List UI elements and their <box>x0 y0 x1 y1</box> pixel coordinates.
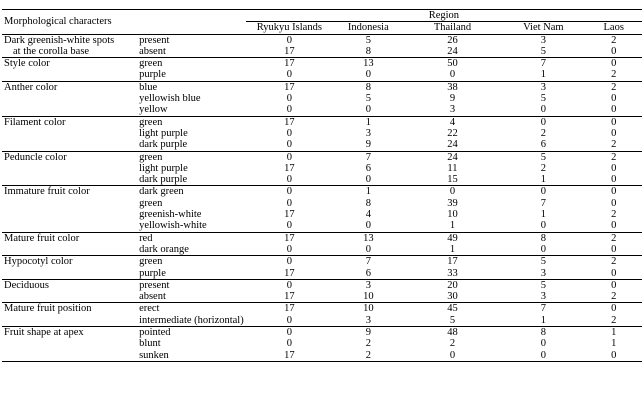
count-cell: 13 <box>333 58 404 70</box>
character-state: dark orange <box>139 243 189 255</box>
count-cell: 0 <box>611 197 617 209</box>
count-cell: 0 <box>286 314 292 326</box>
count-cell: 17 <box>246 116 333 128</box>
count-cell: 7 <box>501 58 585 70</box>
character-name-cell <box>2 139 137 151</box>
count-cell: 0 <box>585 350 642 362</box>
count-cell: 17 <box>246 232 333 244</box>
character-state: blunt <box>139 338 161 350</box>
count-cell: 0 <box>540 104 546 116</box>
count-cell: 5 <box>449 314 456 326</box>
table-row <box>2 139 642 151</box>
count-cell: 0 <box>404 350 501 362</box>
count-cell: 8 <box>365 45 371 57</box>
table-row <box>2 220 642 232</box>
count-cell: 0 <box>286 139 292 151</box>
character-state: red <box>137 232 246 244</box>
character-name: at the corolla base <box>13 45 90 57</box>
character-name-cell <box>2 198 137 209</box>
character-name-cell <box>2 104 137 116</box>
count-cell: 6 <box>365 267 371 279</box>
count-cell: 9 <box>449 93 456 105</box>
character-name-cell <box>2 69 137 81</box>
count-cell: 0 <box>540 220 546 232</box>
count-cell: 8 <box>365 197 371 209</box>
count-cell: 2 <box>585 232 642 244</box>
count-cell: 0 <box>540 243 546 255</box>
character-name-cell <box>2 163 137 174</box>
count-cell: 45 <box>404 303 501 315</box>
count-cell: 0 <box>611 162 617 174</box>
table-row <box>2 291 642 303</box>
table-row <box>2 81 642 93</box>
count-cell: 2 <box>365 338 371 350</box>
table-row <box>2 209 642 220</box>
count-cell: 2 <box>333 350 404 362</box>
count-cell: 0 <box>246 186 333 198</box>
count-cell: 1 <box>449 243 456 255</box>
count-cell: 0 <box>246 256 333 268</box>
count-cell: 7 <box>501 303 585 315</box>
character-state: intermediate (horizontal) <box>139 314 244 326</box>
table-row <box>2 69 642 81</box>
character-name-cell <box>2 327 137 339</box>
character-name-cell <box>2 268 137 280</box>
count-cell: 20 <box>404 279 501 291</box>
character-state: erect <box>137 303 246 315</box>
count-cell: 0 <box>611 243 617 255</box>
character-name-cell <box>2 116 137 128</box>
table-row <box>2 151 642 163</box>
character-state: absent <box>139 291 166 303</box>
count-cell: 0 <box>585 279 642 291</box>
region-column-header: Ryukyu Islands <box>256 22 322 34</box>
character-name-cell <box>2 209 137 220</box>
table-row <box>2 303 642 315</box>
character-state: green <box>137 116 246 128</box>
count-cell: 2 <box>611 314 617 326</box>
table-row <box>2 256 642 268</box>
character-name: Mature fruit position <box>4 303 92 315</box>
count-cell: 0 <box>286 93 292 105</box>
count-cell: 0 <box>501 116 585 128</box>
count-cell: 15 <box>447 174 458 186</box>
count-cell: 2 <box>611 291 617 303</box>
count-cell: 9 <box>333 327 404 339</box>
count-cell: 1 <box>449 220 456 232</box>
count-cell: 10 <box>333 303 404 315</box>
character-state: green <box>137 151 246 163</box>
count-cell: 2 <box>611 69 617 81</box>
count-cell: 6 <box>540 139 546 151</box>
count-cell: 9 <box>365 139 371 151</box>
count-cell: 7 <box>540 197 546 209</box>
count-cell: 5 <box>540 45 546 57</box>
count-cell: 0 <box>540 338 546 350</box>
count-cell: 17 <box>404 256 501 268</box>
table-row <box>2 58 642 70</box>
region-column-header: Viet Nam <box>523 22 564 34</box>
count-cell: 5 <box>501 279 585 291</box>
count-cell: 0 <box>286 197 292 209</box>
count-cell: 24 <box>447 45 458 57</box>
count-cell: 4 <box>365 209 371 221</box>
count-cell: 17 <box>284 291 295 303</box>
table-row <box>2 116 642 128</box>
count-cell: 50 <box>404 58 501 70</box>
count-cell: 17 <box>284 209 295 221</box>
character-state: present <box>137 279 246 291</box>
character-name-cell <box>2 81 137 93</box>
count-cell: 0 <box>365 243 371 255</box>
character-state: blue <box>137 81 246 93</box>
count-cell: 2 <box>585 34 642 46</box>
character-state: dark purple <box>139 139 188 151</box>
table-row <box>2 338 642 349</box>
characters-header: Morphological characters <box>2 10 246 35</box>
count-cell: 26 <box>404 34 501 46</box>
count-cell: 17 <box>284 45 295 57</box>
count-cell: 8 <box>501 327 585 339</box>
count-cell: 0 <box>286 220 292 232</box>
table-row <box>2 174 642 186</box>
table-row <box>2 350 642 362</box>
count-cell: 2 <box>611 139 617 151</box>
count-cell: 5 <box>501 256 585 268</box>
character-name: Anther color <box>4 81 58 93</box>
character-state: yellowish blue <box>139 93 201 105</box>
character-name-cell <box>2 220 137 232</box>
table-row <box>2 163 642 174</box>
region-column-header: Thailand <box>433 22 472 34</box>
count-cell: 6 <box>365 162 371 174</box>
count-cell: 0 <box>286 174 292 186</box>
count-cell: 48 <box>404 327 501 339</box>
count-cell: 49 <box>404 232 501 244</box>
count-cell: 24 <box>447 139 458 151</box>
table-row <box>2 104 642 116</box>
count-cell: 8 <box>501 232 585 244</box>
count-cell: 1 <box>540 209 546 221</box>
character-name-cell <box>2 34 137 46</box>
table-row <box>2 232 642 244</box>
character-state: dark green <box>137 186 246 198</box>
count-cell: 5 <box>540 93 546 105</box>
character-name-cell <box>2 279 137 291</box>
character-name: Style color <box>4 58 50 70</box>
count-cell: 7 <box>333 151 404 163</box>
count-cell: 10 <box>447 209 458 221</box>
table-row <box>2 128 642 139</box>
character-name-cell <box>2 93 137 104</box>
count-cell: 3 <box>365 314 371 326</box>
count-cell: 0 <box>286 243 292 255</box>
count-cell: 8 <box>333 81 404 93</box>
character-name: Peduncle color <box>4 151 67 163</box>
character-name: Filament color <box>4 116 66 128</box>
table-row <box>2 268 642 280</box>
count-cell: 2 <box>585 81 642 93</box>
count-cell: 2 <box>540 127 546 139</box>
count-cell: 3 <box>540 267 546 279</box>
count-cell: 3 <box>501 81 585 93</box>
character-name-cell <box>2 244 137 256</box>
character-state: yellowish-white <box>139 220 207 232</box>
character-name: Hypocotyl color <box>4 256 73 268</box>
character-state: purple <box>139 267 166 279</box>
count-cell: 1 <box>540 69 546 81</box>
count-cell: 2 <box>585 151 642 163</box>
character-name-cell <box>2 256 137 268</box>
character-name-cell <box>2 174 137 186</box>
count-cell: 17 <box>246 303 333 315</box>
count-cell: 17 <box>246 350 333 362</box>
character-state: green <box>137 256 246 268</box>
count-cell: 17 <box>246 81 333 93</box>
count-cell: 22 <box>447 127 458 139</box>
character-state: yellow <box>139 104 168 116</box>
table-body <box>2 34 642 361</box>
count-cell: 0 <box>611 267 617 279</box>
count-cell: 13 <box>333 232 404 244</box>
count-cell: 0 <box>365 104 371 116</box>
count-cell: 17 <box>284 162 295 174</box>
character-name: Dark greenish-white spots <box>4 34 115 46</box>
count-cell: 0 <box>286 69 292 81</box>
count-cell: 4 <box>404 116 501 128</box>
count-cell: 0 <box>246 34 333 46</box>
table-row <box>2 93 642 104</box>
count-cell: 1 <box>333 116 404 128</box>
count-cell: 7 <box>333 256 404 268</box>
count-cell: 0 <box>365 220 371 232</box>
count-cell: 1 <box>540 314 546 326</box>
count-cell: 3 <box>333 279 404 291</box>
count-cell: 0 <box>611 174 617 186</box>
count-cell: 2 <box>585 256 642 268</box>
character-state: absent <box>139 45 166 57</box>
character-state: light purple <box>139 127 188 139</box>
character-state: purple <box>139 69 166 81</box>
count-cell: 0 <box>611 93 617 105</box>
character-name-cell <box>2 128 137 139</box>
character-name-cell <box>2 232 137 244</box>
character-name-cell <box>2 186 137 198</box>
region-column-header: Indonesia <box>347 22 389 34</box>
count-cell: 2 <box>540 162 546 174</box>
count-cell: 39 <box>447 197 458 209</box>
count-cell: 3 <box>501 34 585 46</box>
table-row <box>2 34 642 46</box>
count-cell: 5 <box>365 93 371 105</box>
count-cell: 0 <box>286 104 292 116</box>
table-row <box>2 186 642 198</box>
region-column-header: Laos <box>603 22 624 34</box>
count-cell: 1 <box>540 174 546 186</box>
character-state: dark purple <box>139 174 188 186</box>
character-state: sunken <box>137 350 246 362</box>
count-cell: 0 <box>611 127 617 139</box>
character-name-cell <box>2 350 137 362</box>
table-row <box>2 46 642 58</box>
count-cell: 0 <box>585 303 642 315</box>
count-cell: 0 <box>501 186 585 198</box>
count-cell: 0 <box>611 220 617 232</box>
table-row <box>2 279 642 291</box>
count-cell: 1 <box>333 186 404 198</box>
character-state: light purple <box>139 162 188 174</box>
table-header <box>2 10 642 35</box>
count-cell: 0 <box>585 116 642 128</box>
count-cell: 0 <box>365 69 371 81</box>
character-state: greenish-white <box>139 209 202 221</box>
count-cell: 0 <box>246 327 333 339</box>
count-cell: 11 <box>447 162 458 174</box>
character-state: present <box>137 34 246 46</box>
count-cell: 0 <box>404 186 501 198</box>
count-cell: 24 <box>404 151 501 163</box>
region-header: Region <box>246 10 642 22</box>
count-cell: 38 <box>404 81 501 93</box>
count-cell: 0 <box>246 279 333 291</box>
table-row <box>2 198 642 209</box>
character-name-cell <box>2 338 137 349</box>
morphology-table <box>2 9 642 362</box>
count-cell: 0 <box>286 127 292 139</box>
count-cell: 0 <box>365 174 371 186</box>
count-cell: 0 <box>246 151 333 163</box>
table-row <box>2 327 642 339</box>
count-cell: 5 <box>333 34 404 46</box>
count-cell: 0 <box>585 58 642 70</box>
count-cell: 17 <box>246 58 333 70</box>
count-cell: 0 <box>449 69 456 81</box>
count-cell: 1 <box>611 338 617 350</box>
character-name-cell <box>2 291 137 303</box>
character-state: green <box>137 58 246 70</box>
count-cell: 33 <box>447 267 458 279</box>
count-cell: 3 <box>365 127 371 139</box>
count-cell: 0 <box>501 350 585 362</box>
character-name-cell <box>2 315 137 327</box>
count-cell: 5 <box>501 151 585 163</box>
count-cell: 0 <box>611 45 617 57</box>
table-row <box>2 315 642 327</box>
table-row <box>2 244 642 256</box>
count-cell: 17 <box>284 267 295 279</box>
count-cell: 3 <box>540 291 546 303</box>
character-name: Fruit shape at apex <box>4 327 84 339</box>
character-name: Immature fruit color <box>4 186 90 198</box>
character-name-cell <box>2 303 137 315</box>
character-name-cell <box>2 46 137 58</box>
count-cell: 30 <box>447 291 458 303</box>
character-name-cell <box>2 58 137 70</box>
count-cell: 1 <box>585 327 642 339</box>
count-cell: 0 <box>286 338 292 350</box>
character-name-cell <box>2 151 137 163</box>
count-cell: 10 <box>363 291 374 303</box>
count-cell: 3 <box>449 104 456 116</box>
character-state: green <box>139 197 163 209</box>
count-cell: 0 <box>585 186 642 198</box>
count-cell: 2 <box>611 209 617 221</box>
character-state: pointed <box>137 327 246 339</box>
character-name: Deciduous <box>4 279 49 291</box>
count-cell: 2 <box>449 338 456 350</box>
count-cell: 0 <box>611 104 617 116</box>
character-name: Mature fruit color <box>4 232 80 244</box>
